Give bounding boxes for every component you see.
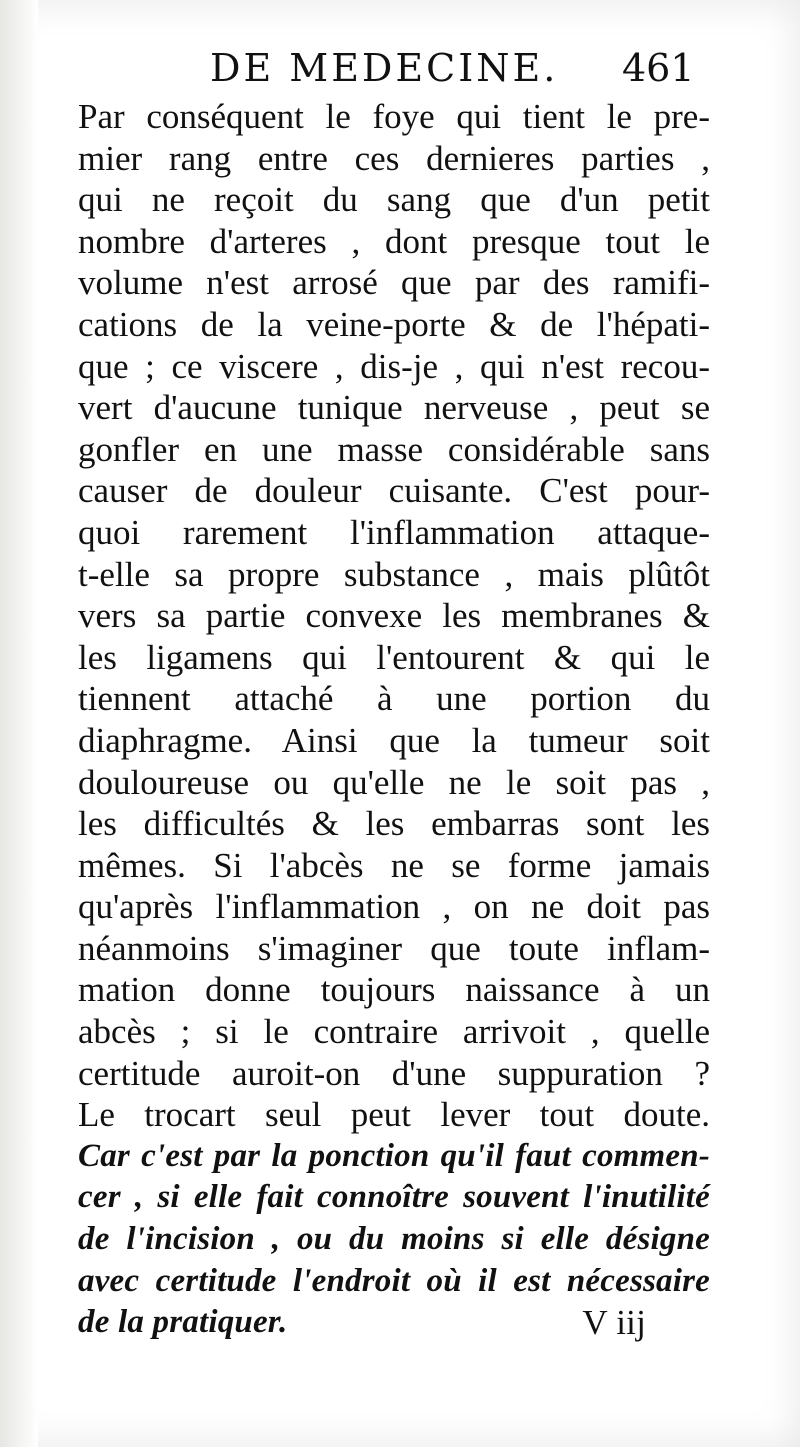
italic-line: avec certitude l'endroit où il est nécessaire	[78, 1262, 710, 1299]
text-line: cations de la veine-porte & de l'hépati-	[78, 304, 710, 344]
signature-mark: V iij	[582, 1303, 646, 1343]
italic-line: Car c'est par la ponction qu'il faut commen-	[78, 1137, 710, 1174]
text-line: quoi rarement l'inflammation attaque-	[78, 512, 710, 552]
text-line: vert d'aucune tunique nerveuse , peut se	[78, 388, 710, 428]
text-line: mation donne toujours naissance à un	[78, 970, 710, 1010]
italic-line-end: de la pratiquer.	[78, 1304, 288, 1341]
text-line: diaphragme. Ainsi que la tumeur soit	[78, 720, 710, 760]
running-title: DE MEDECINE.	[210, 46, 559, 90]
text-line: qu'après l'inflammation , on ne doit pas	[78, 887, 710, 927]
text-line: gonfler en une masse considérable sans	[78, 429, 710, 469]
final-line	[78, 1302, 710, 1344]
text-line: que ; ce viscere , dis-je , qui n'est recou-	[78, 346, 710, 386]
text-line: t-elle sa propre substance , mais plûtôt	[78, 554, 710, 594]
text-line: mêmes. Si l'abcès ne se forme jamais	[78, 845, 710, 885]
italic-line: de l'incision , ou du moins si elle désigne	[78, 1221, 710, 1258]
text-line: qui ne reçoit du sang que d'un petit	[78, 180, 710, 220]
text-line: mier rang entre ces dernieres parties ,	[78, 138, 710, 178]
page-edge-shadow	[0, 0, 38, 1447]
text-line: néanmoins s'imaginer que toute inflam-	[78, 928, 710, 968]
italic-line: cer , si elle fait connoître souvent l'inutilité	[78, 1179, 710, 1216]
running-head	[210, 46, 710, 90]
text-line: Par conséquent le foye qui tient le pre-	[78, 97, 710, 136]
text-line: nombre d'arteres , dont presque tout le	[78, 221, 710, 261]
text-line: douloureuse ou qu'elle ne le soit pas ,	[78, 762, 710, 802]
text-line: les ligamens qui l'entourent & qui le	[78, 637, 710, 677]
text-line: vers sa partie convexe les membranes &	[78, 596, 710, 636]
text-line: Le trocart seul peut lever tout doute.	[78, 1095, 710, 1135]
text-line: les difficultés & les embarras sont les	[78, 804, 710, 844]
text-line: volume n'est arrosé que par des ramifi-	[78, 263, 710, 303]
page-number: 461	[622, 46, 695, 90]
text-line: certitude auroit-on d'une suppuration ?	[78, 1053, 710, 1093]
text-line: causer de douleur cuisante. C'est pour-	[78, 471, 710, 511]
body-text	[78, 96, 710, 1344]
text-line: tiennent attaché à une portion du	[78, 679, 710, 719]
text-line: abcès ; si le contraire arrivoit , quelle	[78, 1012, 710, 1052]
